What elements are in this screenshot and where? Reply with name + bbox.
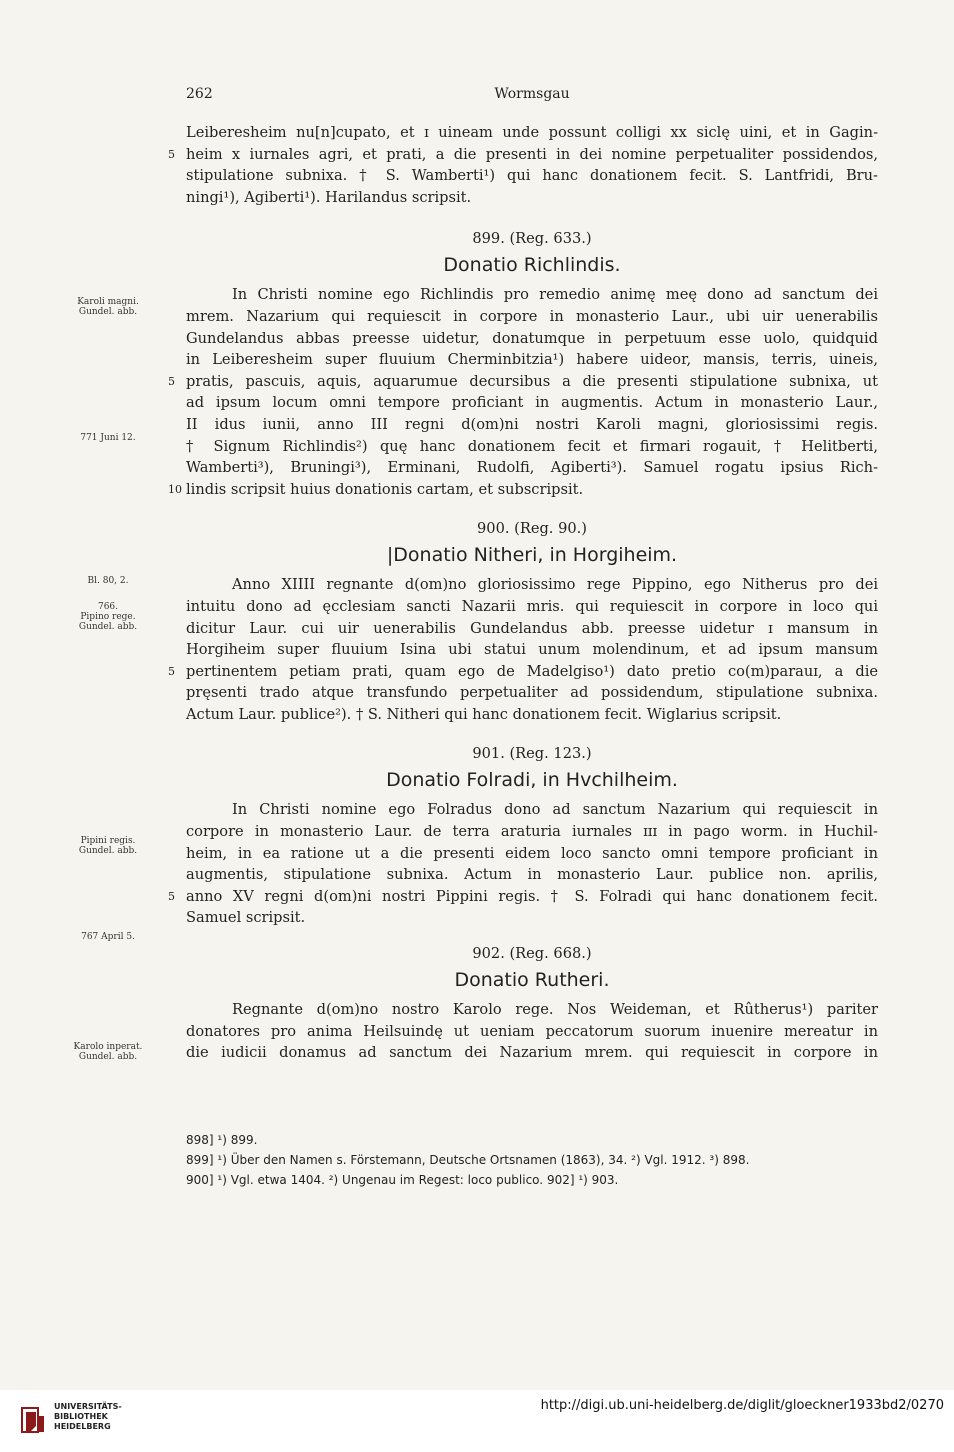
charter-number-899: 899. (Reg. 633.) [472,230,592,248]
text-line: In Christi nomine ego Folradus dono ad sanctum Nazarium qui requiescit in [232,801,878,819]
text-line: 10 lindis scripsit huius donationis cartam, et subscripsit. [168,480,584,498]
text-line: Regnante d(om)no nostro Karolo rege. Nos Weideman, et Rûtherus¹) pariter [232,1001,878,1019]
text-line: Horgiheim super fluuium Isina ubi statui unum molendinum, et ad ipsum mansum [186,641,878,659]
margin-note: 771 Juni 12. [80,433,136,443]
margin-note: Pipini regis. Gundel. abb. [78,836,138,856]
footnote-line: 900] ¹) Vgl. etwa 1404. ²) Ungenau im Regest: loco publico. 902] ¹) 903. [186,1173,619,1187]
charter-title-899: Donatio Richlindis. [443,254,621,277]
margin-note: Karolo inperat. Gundel. abb. [73,1042,143,1062]
charter-text-902 [186,999,878,1064]
text-line: die iudicii donamus ad sanctum dei Nazarium mrem. qui requiescit in corpore in [186,1044,878,1062]
text-line: stipulatione subnixa. † S. Wamberti¹) qui hanc donationem fecit. S. Lantfridi, Bru- [186,167,878,185]
text-line: 5 pertinentem petiam prati, quam ego de Madelgiso¹) dato pretio co(m)parauɪ, a die [168,662,878,680]
text-line: corpore in monasterio Laur. de terra araturia iurnales ɪɪɪ in pago worm. in Huchil- [186,823,878,841]
charter-title-900: |Donatio Nitheri, in Horgiheim. [386,544,678,567]
text-line: intuitu dono ad ęcclesiam sancti Nazarii mris. qui requiescit in corpore in loco qui [186,597,878,615]
charter-number-900: 900. (Reg. 90.) [477,520,587,538]
charter-text-900 [168,574,878,725]
text-line: ningi¹), Agiberti¹). Harilandus scripsit. [186,188,472,206]
library-logo-icon [20,1406,46,1436]
text-line: in Leiberesheim super fluuium Cherminbitzia¹) habere uideor, mansis, terris, uineis, [186,351,878,369]
margin-note: Bl. 80, 2. [87,576,129,586]
footnotes [186,1130,878,1190]
running-header [186,86,878,106]
continuation-paragraph [168,122,878,208]
margin-note: 766. Pipino rege. Gundel. abb. [78,602,138,632]
text-line-content: pratis, pascuis, aquis, aquarumue decursibus a die presenti stipulatione subnixa, ut [186,372,878,390]
running-title: Wormsgau [494,86,570,102]
text-line-content: heim x iurnales agri, et prati, a die presenti in dei nomine perpetualiter possidendos, [186,145,878,163]
text-line: Leiberesheim nu[n]cupato, et ɪ uineam unde possunt colligi xx siclę uini, et in Gagin- [186,124,878,141]
text-line: 5 anno XV regni d(om)ni nostri Pippini regis. † S. Folradi qui hanc donationem fecit. [168,887,878,905]
library-name: UNIVERSITÄTS- BIBLIOTHEK HEIDELBERG [54,1402,122,1431]
footnote-line: 898] ¹) 899. [186,1133,258,1147]
text-line: dicitur Laur. cui uir uenerabilis Gundelandus abb. preesse uidetur ɪ mansum in [186,619,878,637]
text-line: II idus iunii, anno III regni d(om)ni nostri Karoli magni, gloriosissimi regis. [186,415,878,433]
footnote-line: 899] ¹) Über den Namen s. Förstemann, Deutsche Ortsnamen (1863), 34. ²) Vgl. 1912. ³) 898. [186,1153,750,1167]
text-line: Samuel scripsit. [186,909,306,927]
text-line: mrem. Nazarium qui requiescit in corpore in monasterio Laur., ubi uir uenerabilis [186,307,878,325]
text-line: augmentis, stipulatione subnixa. Actum in monasterio Laur. publice non. aprilis, [186,866,878,884]
charter-title-901: Donatio Folradi, in Hvchilheim. [386,769,678,792]
margin-note: Karoli magni. Gundel. abb. [77,297,139,317]
page-number: 262 [186,86,213,102]
charter-title-902: Donatio Rutheri. [454,969,610,992]
text-line-content: pertinentem petiam prati, quam ego de Madelgiso¹) dato pretio co(m)parauɪ, a die [186,662,878,680]
text-line-content: anno XV regni d(om)ni nostri Pippini regis. † S. Folradi qui hanc donationem fecit. [186,887,878,905]
text-line: Gundelandus abbas preesse uidetur, donatumque in perpetuum esse uolo, quidquid [186,329,878,347]
text-line: In Christi nomine ego Richlindis pro remedio animę meę dono ad sanctum dei [232,286,878,304]
charter-text-901 [168,799,878,929]
text-line: 5 heim x iurnales agri, et prati, a die presenti in dei nomine perpetualiter possidendos, [168,145,878,163]
text-line: † Signum Richlindis²) quę hanc donationem fecit et firmari rogauit, † Helitberti, [186,437,878,455]
text-line: heim, in ea ratione ut a die presenti eidem loco sancto omni tempore proficiant in [186,844,878,862]
text-line: Anno XIIII regnante d(om)no gloriosissimo rege Pippino, ego Nitherus pro dei [232,576,878,594]
text-line: pręsenti trado atque transfundo perpetualiter ad possidendum, stipulatione subnixa. [186,684,878,702]
charter-number-902: 902. (Reg. 668.) [472,945,592,963]
text-line: donatores pro anima Heilsuindę ut ueniam peccatorum suorum inuenire mereatur in [186,1022,878,1040]
charter-number-901: 901. (Reg. 123.) [472,745,592,763]
text-line: 5 pratis, pascuis, aquis, aquarumue decursibus a die presenti stipulatione subnixa, ut [168,372,878,390]
document-body [168,122,878,1064]
text-line: Actum Laur. publice²). † S. Nitheri qui hanc donationem fecit. Wiglarius scripsit. [186,705,782,723]
charter-text-899 [168,284,878,500]
text-line: Wamberti³), Bruningi³), Erminani, Rudolfi, Agiberti³). Samuel rogatu ipsius Rich- [186,459,878,477]
permalink[interactable]: http://digi.ub.uni-heidelberg.de/diglit/gloeckner1933bd2/0270 [540,1398,944,1413]
margin-note: 767 April 5. [81,932,135,942]
text-line: ad ipsum locum omni tempore proficiant in augmentis. Actum in monasterio Laur., [186,394,878,412]
text-line-content: lindis scripsit huius donationis cartam, et subscripsit. [186,480,584,498]
